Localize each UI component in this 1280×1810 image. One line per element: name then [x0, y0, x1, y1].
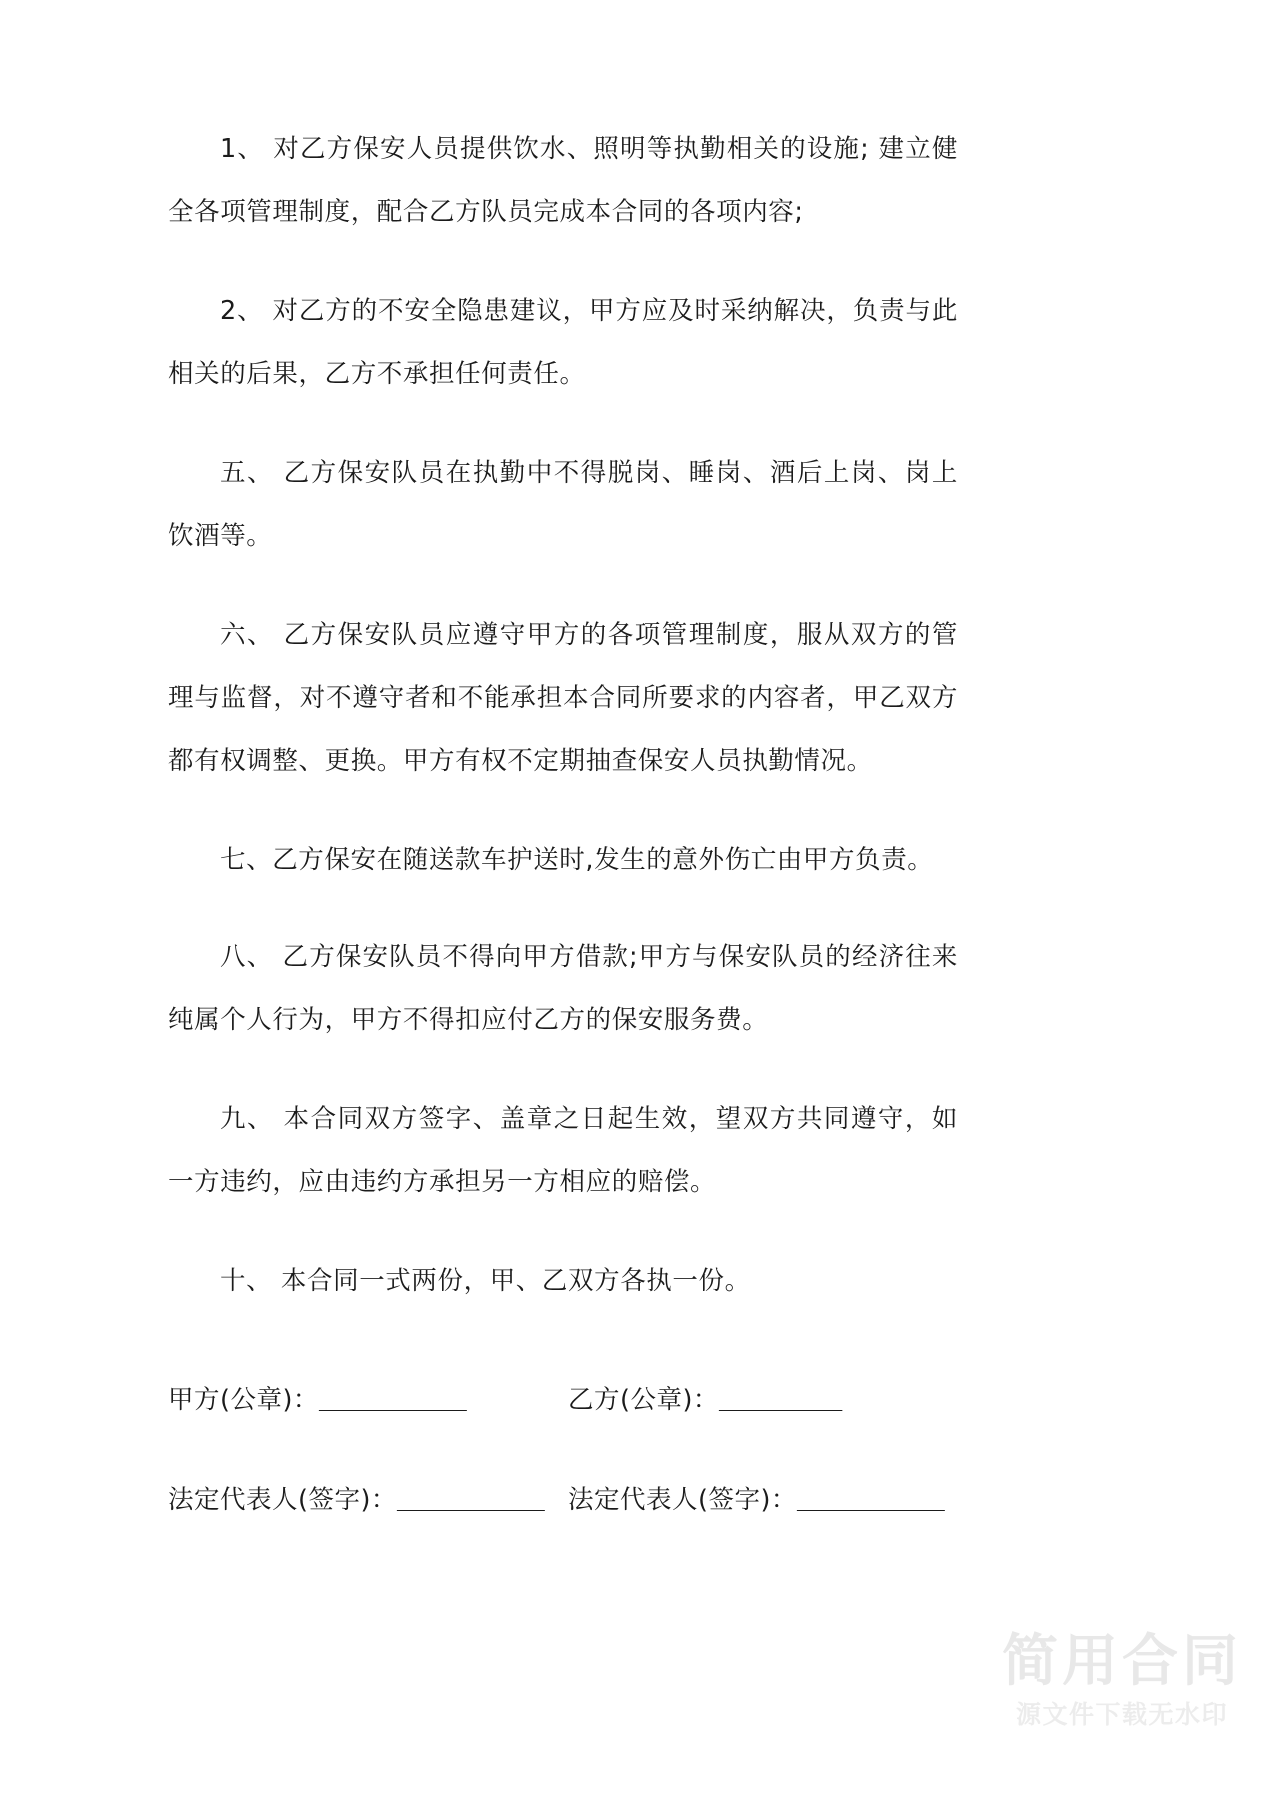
party-a-representative-blank: ＿＿＿＿＿＿	[396, 1485, 544, 1515]
signature-row-representative	[168, 1480, 1018, 1520]
party-b-seal-label: 乙方(公章)：	[568, 1385, 719, 1415]
party-a-seal-field	[168, 1380, 568, 1420]
clause-paragraph-8: 八、 乙方保安队员不得向甲方借款;甲方与保安队员的经济往来纯属个人行为，甲方不得扣应付乙方的保安服务费。	[168, 942, 958, 1035]
document-body	[168, 118, 958, 1349]
party-b-representative-label: 法定代表人(签字)：	[568, 1485, 797, 1515]
party-a-representative-label: 法定代表人(签字)：	[168, 1485, 397, 1515]
party-a-seal-blank: ＿＿＿＿＿＿	[318, 1385, 466, 1415]
party-b-seal-field	[568, 1380, 841, 1420]
party-b-representative-blank: ＿＿＿＿＿＿	[796, 1485, 944, 1515]
clause-paragraph-5: 五、 乙方保安队员在执勤中不得脱岗、睡岗、酒后上岗、岗上饮酒等。	[168, 458, 958, 551]
party-b-seal-blank: ＿＿＿＿＿	[718, 1385, 842, 1415]
clause-paragraph-1: 1、 对乙方保安人员提供饮水、照明等执勤相关的设施; 建立健全各项管理制度，配合乙方队员完成本合同的各项内容;	[168, 134, 958, 227]
watermark	[1002, 1630, 1242, 1732]
watermark-main-text: 简用合同	[1002, 1629, 1242, 1694]
signature-block	[168, 1380, 1018, 1580]
clause-paragraph-6: 六、 乙方保安队员应遵守甲方的各项管理制度，服从双方的管理与监督，对不遵守者和不能承担本合同所要求的内容者，甲乙双方都有权调整、更换。甲方有权不定期抽查保安人员执勤情况。	[168, 620, 958, 776]
clause-paragraph-2: 2、 对乙方的不安全隐患建议，甲方应及时采纳解决，负责与此相关的后果，乙方不承担任何责任。	[168, 296, 958, 389]
party-a-representative-field	[168, 1480, 568, 1520]
party-a-seal-label: 甲方(公章)：	[168, 1385, 319, 1415]
clause-paragraph-9: 九、 本合同双方签字、盖章之日起生效，望双方共同遵守，如一方违约，应由违约方承担另一方相应的赔偿。	[168, 1104, 958, 1197]
clause-paragraph-10: 十、 本合同一式两份，甲、乙双方各执一份。	[220, 1266, 751, 1296]
signature-row-seal	[168, 1380, 1018, 1420]
watermark-sub-text: 源文件下载无水印	[1015, 1700, 1228, 1729]
party-b-representative-field	[568, 1480, 944, 1520]
clause-paragraph-7: 七、乙方保安在随送款车护送时,发生的意外伤亡由甲方负责。	[220, 845, 934, 875]
